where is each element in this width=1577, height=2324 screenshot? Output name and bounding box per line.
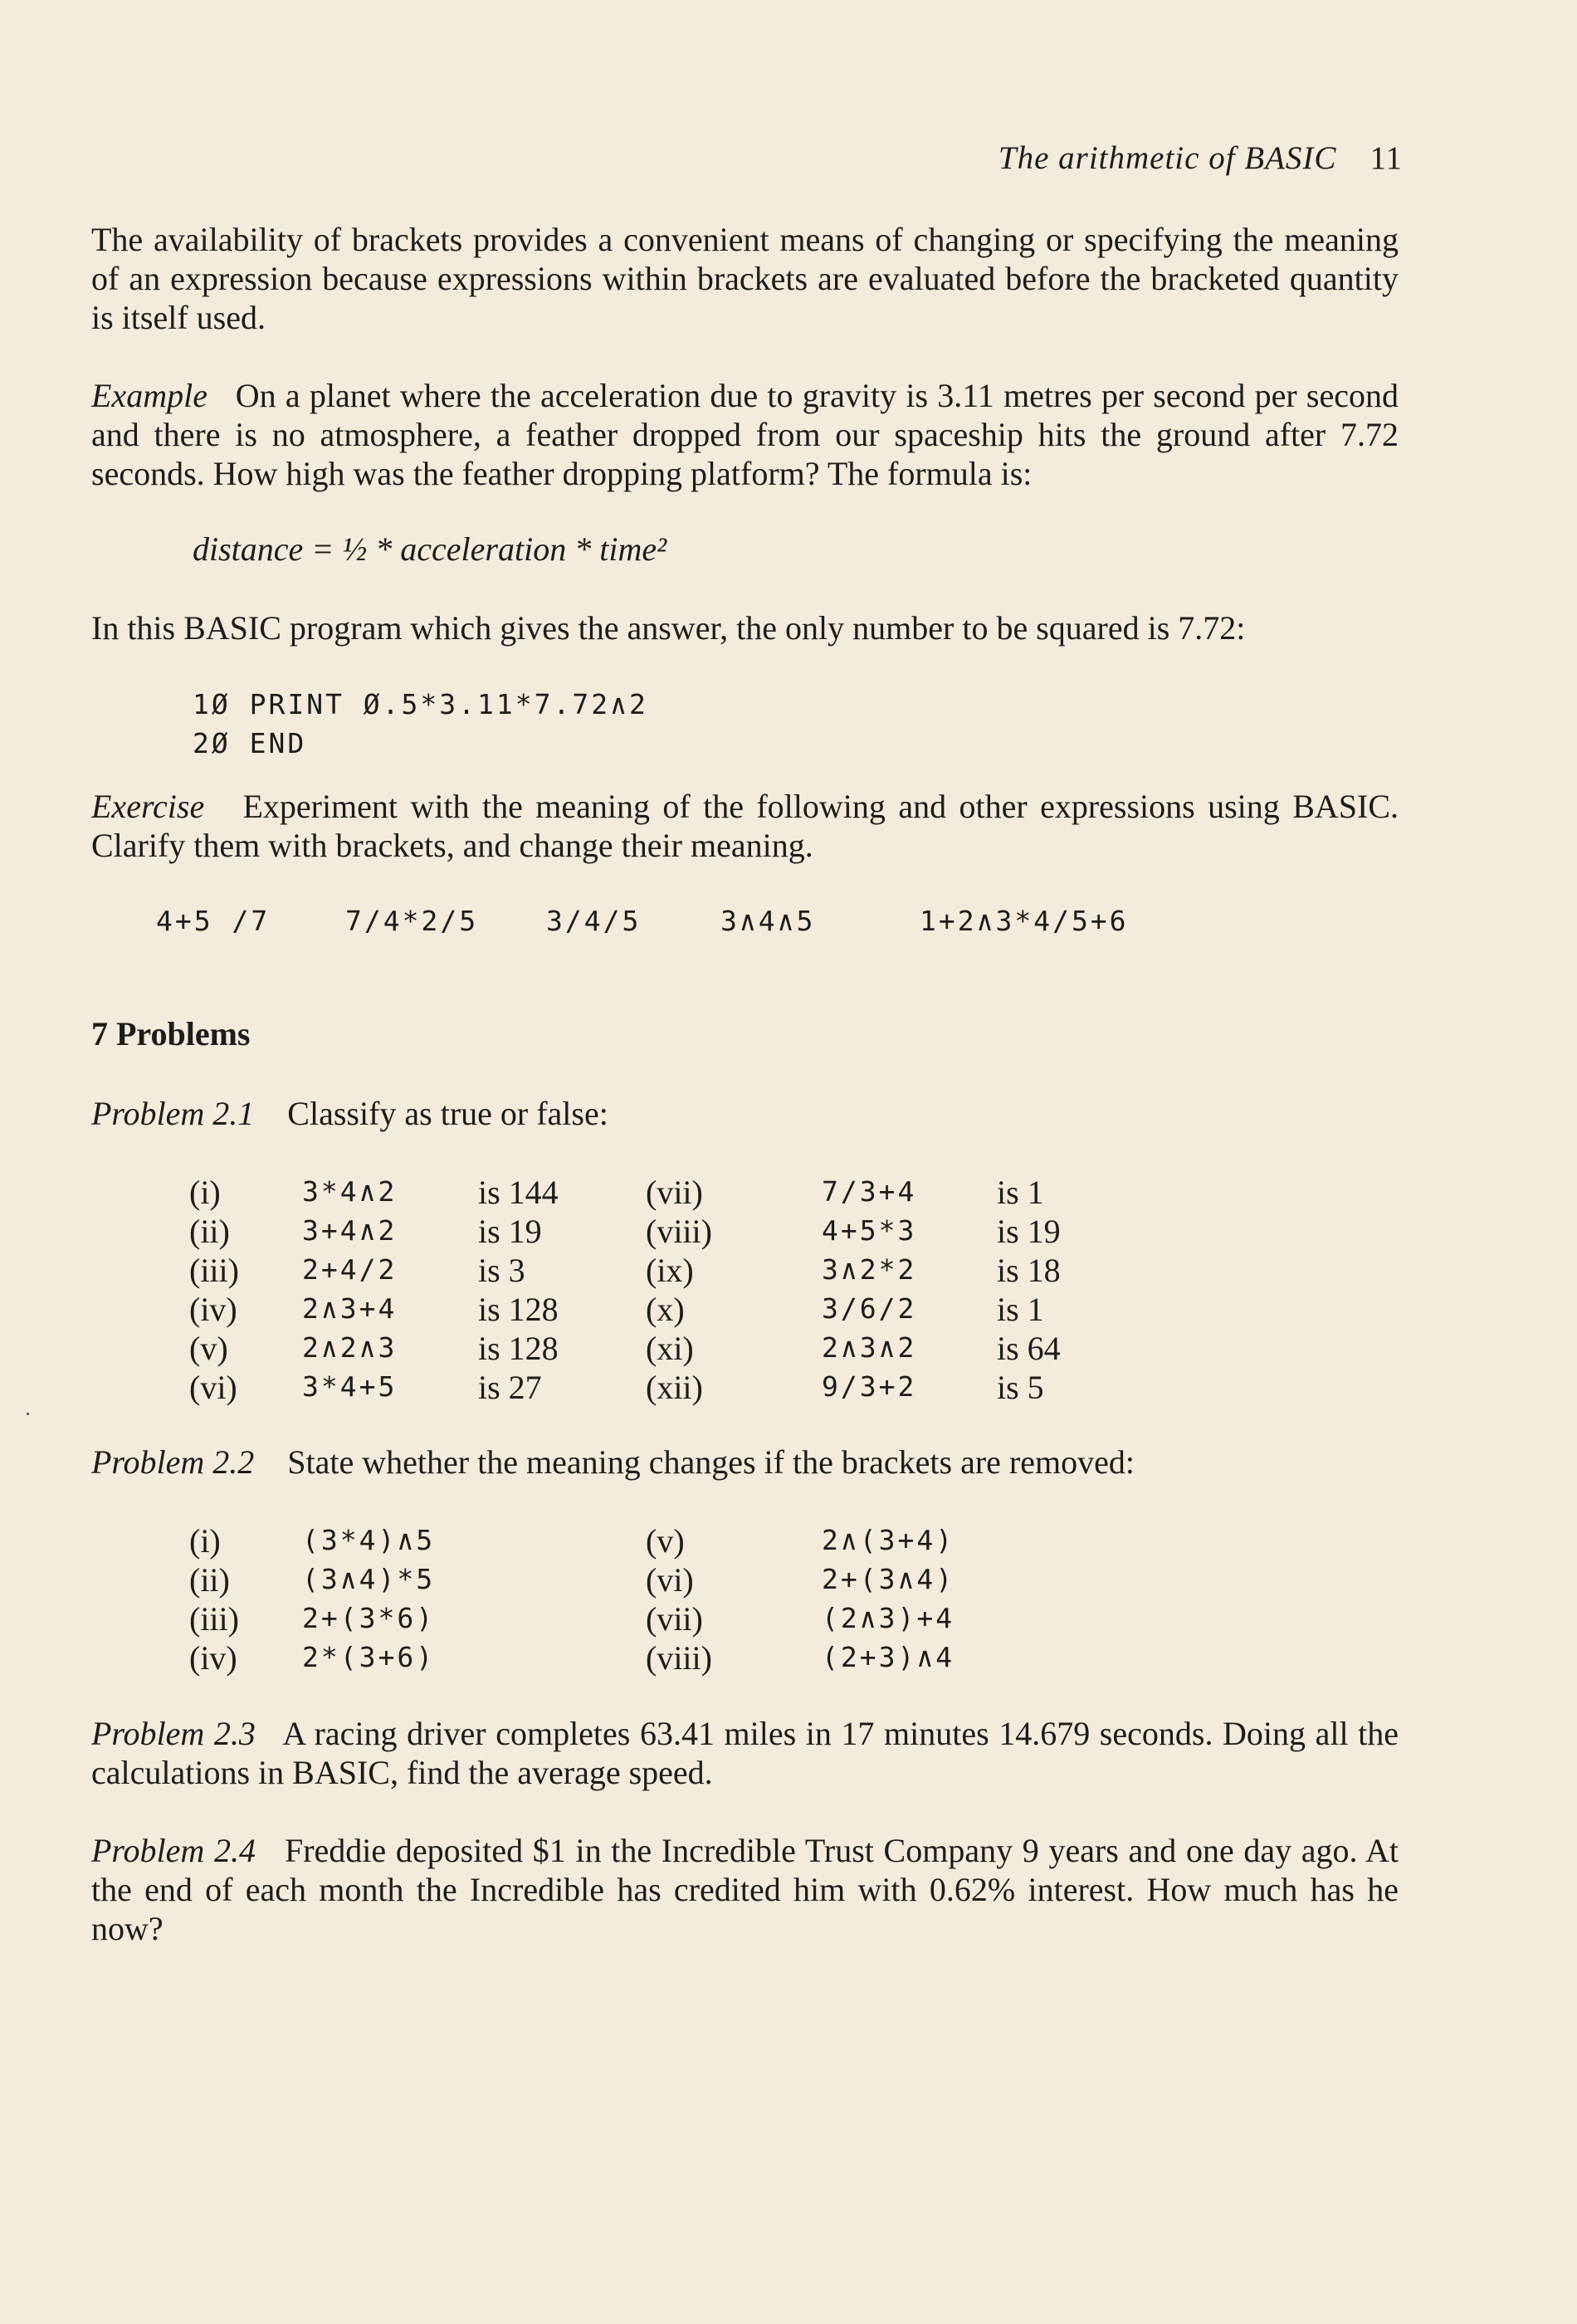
item-number: (ii)	[189, 1213, 230, 1250]
item-expression: 2*(3+6)	[302, 1641, 436, 1673]
item-expression: 2∧(3+4)	[822, 1524, 955, 1556]
chapter-title: The arithmetic of BASIC	[998, 140, 1337, 176]
problem-label: Problem 2.2	[91, 1443, 255, 1481]
item-claim: is 19	[478, 1213, 542, 1250]
item-claim: is 27	[478, 1369, 542, 1406]
item-claim: is 128	[478, 1291, 559, 1328]
problem-text: State whether the meaning changes if the brackets are removed:	[287, 1443, 1135, 1481]
section-heading: 7 Problems	[91, 1015, 251, 1052]
example-text: On a planet where the acceleration due to gravity is 3.11 metres per second per second and there is no atmosphere, a feather dropped from our spaceship hits the ground after 7.72 seconds. How high was the feather dropping platform? The formula is:	[91, 377, 1399, 492]
item-number: (vii)	[646, 1174, 703, 1211]
problem-2-4	[91, 1831, 1399, 1948]
item-number: (v)	[646, 1522, 685, 1560]
problem-2-1-heading	[91, 1094, 1399, 1133]
item-expression: (3∧4)*5	[302, 1563, 436, 1595]
problem-label: Problem 2.3	[91, 1715, 256, 1752]
item-claim: is 64	[997, 1330, 1061, 1367]
intro-paragraph: The availability of brackets provides a convenient means of changing or specifying the meaning of an expression because expressions within brackets are evaluated before the bracketed quantity is itself used.	[91, 221, 1399, 336]
item-claim: is 144	[478, 1174, 559, 1211]
item-number: (xi)	[646, 1330, 694, 1367]
expression: 4+5 /7	[156, 905, 271, 937]
item-number: (iv)	[189, 1291, 237, 1328]
expression: 3/4/5	[546, 905, 642, 937]
program-intro: In this BASIC program which gives the answer, the only number to be squared is 7.72:	[91, 609, 1246, 647]
item-number: (xii)	[646, 1369, 703, 1406]
item-expression: 2∧2∧3	[302, 1331, 398, 1364]
problem-text: Classify as true or false:	[287, 1095, 608, 1132]
example-paragraph	[91, 376, 1399, 493]
expression: 1+2∧3*4/5+6	[920, 905, 1129, 937]
item-expression: 3*4∧2	[302, 1175, 398, 1208]
problem-text: A racing driver completes 63.41 miles in 17 minutes 14.679 seconds. Doing all the calculations in BASIC, find the average speed.	[91, 1715, 1399, 1791]
item-number: (iii)	[189, 1600, 239, 1638]
item-number: (x)	[646, 1291, 685, 1328]
problem-2-3	[91, 1714, 1399, 1792]
item-number: (i)	[189, 1174, 221, 1211]
problem-2-2-heading	[91, 1443, 1399, 1482]
item-number: (v)	[189, 1330, 228, 1367]
code-line: 1Ø PRINT Ø.5*3.11*7.72∧2	[193, 688, 648, 720]
item-expression: 4+5*3	[822, 1214, 917, 1247]
item-number: (vi)	[189, 1369, 237, 1406]
item-number: (vi)	[646, 1561, 694, 1599]
item-expression: 2+4/2	[302, 1253, 398, 1286]
example-label: Example	[91, 377, 208, 414]
expression: 3∧4∧5	[720, 905, 816, 937]
item-number: (viii)	[646, 1639, 712, 1677]
item-claim: is 18	[997, 1252, 1061, 1289]
item-expression: (3*4)∧5	[302, 1524, 436, 1556]
item-expression: (2+3)∧4	[822, 1641, 955, 1673]
item-claim: is 1	[997, 1174, 1044, 1211]
item-expression: 7/3+4	[822, 1175, 917, 1208]
item-expression: 2∧3+4	[302, 1292, 398, 1325]
page-number: 11	[1370, 140, 1403, 176]
distance-formula: distance = ½ * acceleration * time²	[193, 530, 667, 568]
item-expression: 2+(3∧4)	[822, 1563, 955, 1595]
item-expression: 3*4+5	[302, 1370, 398, 1403]
item-number: (ii)	[189, 1561, 230, 1599]
item-expression: 3+4∧2	[302, 1214, 398, 1247]
basic-program	[193, 685, 648, 763]
page-speck	[27, 1413, 29, 1415]
problem-label: Problem 2.4	[91, 1832, 256, 1869]
running-head	[998, 139, 1403, 177]
item-expression: 3/6/2	[822, 1292, 917, 1325]
item-claim: is 19	[997, 1213, 1061, 1250]
item-number: (i)	[189, 1522, 221, 1560]
item-claim: is 128	[478, 1330, 559, 1367]
item-number: (iii)	[189, 1252, 239, 1289]
item-expression: 9/3+2	[822, 1370, 917, 1403]
expression: 7/4*2/5	[345, 905, 479, 937]
problem-label: Problem 2.1	[91, 1095, 255, 1132]
item-expression: 3∧2*2	[822, 1253, 917, 1286]
item-number: (iv)	[189, 1639, 237, 1677]
item-claim: is 3	[478, 1252, 525, 1289]
code-line: 2Ø END	[193, 727, 307, 759]
item-claim: is 1	[997, 1291, 1044, 1328]
exercise-paragraph	[91, 787, 1399, 865]
problem-text: Freddie deposited $1 in the Incredible Trust Company 9 years and one day ago. At the end of each month the Incredible has credited him with 0.62% interest. How much has he now?	[91, 1832, 1399, 1947]
exercise-text: Experiment with the meaning of the following and other expressions using BASIC. Clarify them with brackets, and change their meaning.	[91, 788, 1399, 864]
item-expression: 2∧3∧2	[822, 1331, 917, 1364]
item-expression: 2+(3*6)	[302, 1602, 436, 1634]
exercise-label: Exercise	[91, 788, 205, 825]
item-expression: (2∧3)+4	[822, 1602, 955, 1634]
item-number: (ix)	[646, 1252, 694, 1289]
item-claim: is 5	[997, 1369, 1044, 1406]
item-number: (viii)	[646, 1213, 712, 1250]
item-number: (vii)	[646, 1600, 703, 1638]
